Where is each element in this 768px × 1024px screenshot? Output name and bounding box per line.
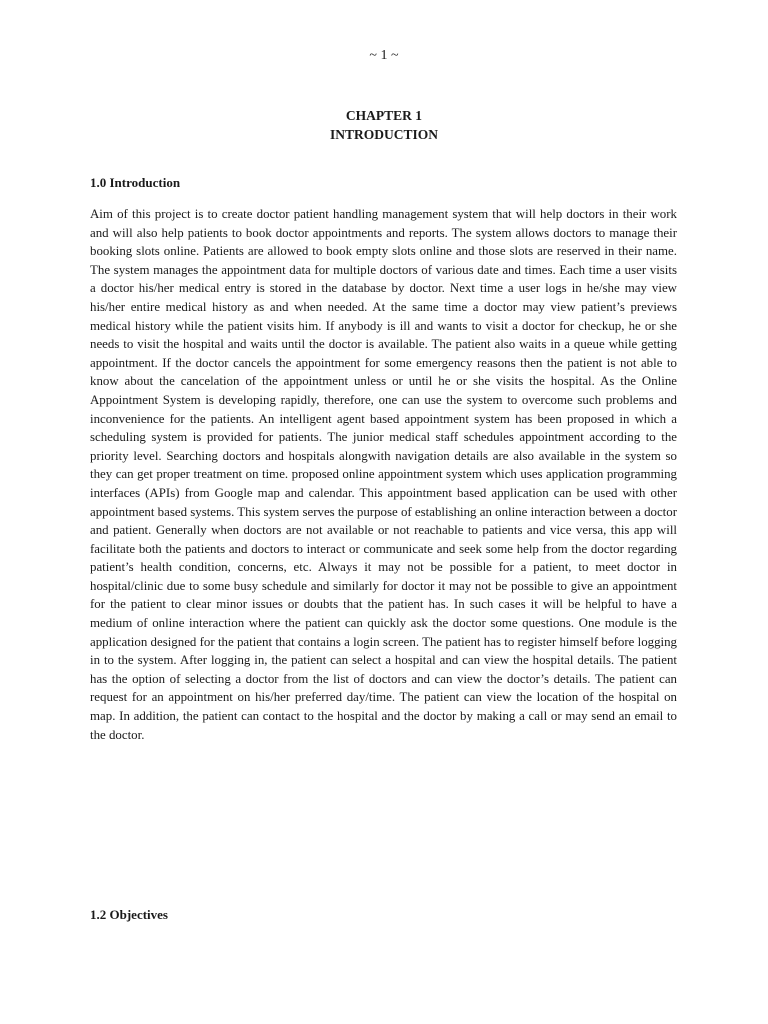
page-number: ~ 1 ~ — [369, 48, 399, 63]
chapter-label: CHAPTER 1 — [345, 108, 423, 123]
chapter-title: INTRODUCTION — [329, 127, 438, 142]
introduction-paragraph: Aim of this project is to create doctor patient handling management system that will help doctors in their work and will also help patients to book doctor appointments and reports. The system allows doctors to manage their booking slots online. Patients are allowed to book empty slots online and those slots are reserved in their name. The system manages the appointment data for multiple doctors of various date and times. Each time a user visits a doctor his/her medical entry is stored in the database by doctor. Next time a user logs in he/she may view his/her entire medical history as and when needed. At the same time a doctor may view patient’s previews medical history while the patient visits him. If anybody is ill and wants to visit a doctor for checkup, he or she needs to visit the hospital and waits until the doctor is available. The patient also waits in a queue while getting appointment. If the doctor cancels the appointment for some emergency reasons then the patient is not able to know about the cancelation of the appointment unless or until he or she visits the hospital. As the Online Appointment System is developing rapidly, therefore, one can use the system to overcome such problems and inconvenience for the patients. An intelligent agent based appointment system has been proposed in which a scheduling system is provided for patients. The junior medical staff schedules appointment according to the priority level. Searching doctors and hospitals alongwith navigation details are also available in the system so they can get proper treatment on time. proposed online appointment system which uses application programming interfaces (APIs) from Google map and calendar. This appointment based application can be used with other appointment based systems. This system serves the purpose of establishing an online interaction between a doctor and patient. Generally when doctors are not available or not reachable to patients and vice versa, this app will facilitate both the patients and doctors to interact or communicate and seek some help from the doctor regarding patient’s health condition, concerns, etc. Always it may not be possible for a patient, to meet doctor in hospital/clinic due to some busy schedule and similarly for doctor it may not be possible to give an appointment for the patient to clear minor issues or doubts that the patient has. In such cases it will be helpful to have a medium of online interaction where the patient can quickly ask the doctor some questions. One module is the application designed for the patient that contains a login screen. The patient has to register himself before logging in to the system. After logging in, the patient can select a hospital and can view the hospital details. The patient has the option of selecting a doctor from the list of doctors and can view the doctor’s details. The patient can request for an appointment on his/her preferred day/time. The patient can view the location of the hospital on map. In addition, the patient can contact to the hospital and the doctor by making a call or may send an email to the doctor. — [90, 207, 677, 742]
chapter-heading — [0, 106, 768, 144]
section-heading-objectives: 1.2 Objectives — [90, 907, 168, 922]
section-heading-introduction: 1.0 Introduction — [90, 175, 181, 190]
